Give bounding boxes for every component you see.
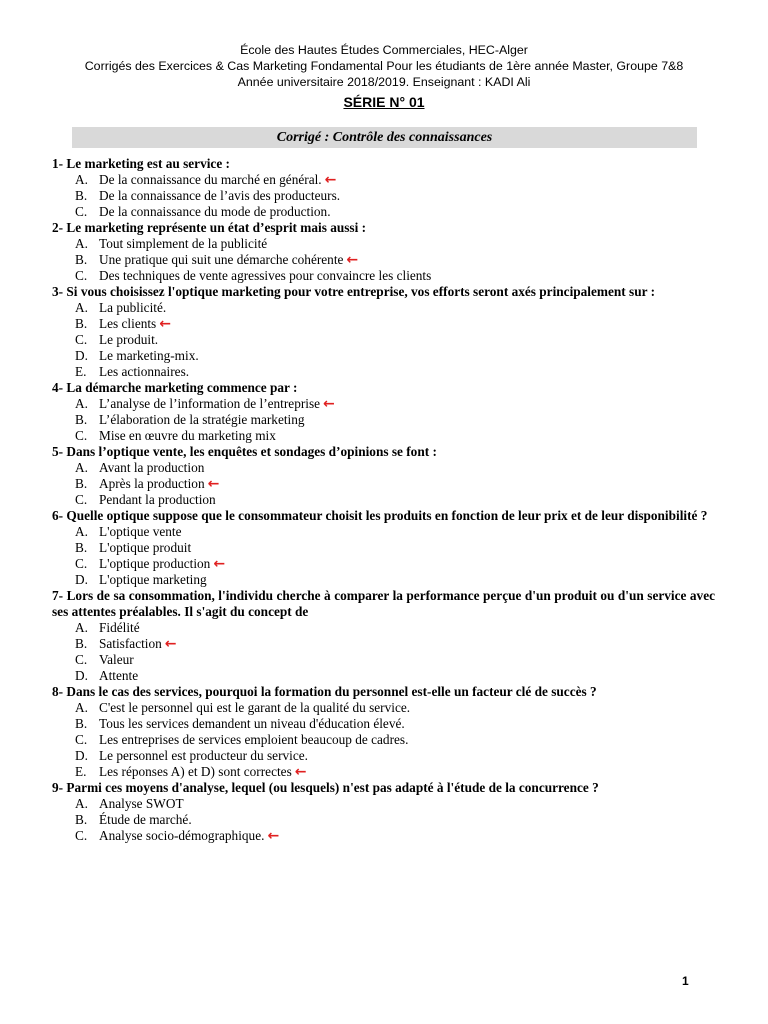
option-letter: C.: [75, 492, 88, 507]
school-name: École des Hautes Études Commerciales, HEC-Alger: [240, 43, 528, 57]
answer-option: [52, 716, 715, 732]
answer-options: [52, 396, 715, 444]
option-letter: C.: [75, 204, 88, 219]
option-text: De la connaissance du marché en général.: [99, 172, 322, 187]
question-3: 3- Si vous choisissez l'optique marketing pour votre entreprise, vos efforts seront axés principalement sur :: [52, 284, 656, 299]
answer-option: [52, 572, 715, 588]
option-text: Le produit.: [99, 332, 159, 347]
page-number: 1: [682, 974, 689, 988]
option-letter: A.: [75, 524, 88, 539]
option-text: Pendant la production: [99, 492, 216, 507]
answer-option: [52, 316, 715, 332]
answer-option: [52, 396, 715, 412]
option-letter: A.: [75, 396, 88, 411]
option-text: De la connaissance du mode de production.: [99, 204, 331, 219]
option-text: Une pratique qui suit une démarche cohérente: [99, 252, 344, 267]
option-text: Étude de marché.: [99, 812, 192, 827]
option-text: L'optique marketing: [99, 572, 207, 587]
option-letter: A.: [75, 796, 88, 811]
answer-options: [52, 172, 715, 220]
option-text: Mise en œuvre du marketing mix: [99, 428, 276, 443]
answer-option: [52, 764, 715, 780]
answer-option: [52, 492, 715, 508]
answer-option: [52, 652, 715, 668]
option-text: Les réponses A) et D) sont correctes: [99, 764, 292, 779]
answer-option: [52, 332, 715, 348]
option-letter: C.: [75, 732, 88, 747]
answer-option: [52, 700, 715, 716]
answer-option: [52, 348, 715, 364]
option-letter: C.: [75, 332, 88, 347]
option-text: Le personnel est producteur du service.: [99, 748, 308, 763]
answer-option: [52, 268, 715, 284]
correct-answer-left-arrow-icon: ←: [164, 636, 177, 652]
option-text: L’élaboration de la stratégie marketing: [99, 412, 305, 427]
option-text: Le marketing-mix.: [99, 348, 199, 363]
option-letter: A.: [75, 700, 88, 715]
option-text: La publicité.: [99, 300, 167, 315]
option-text: L'optique vente: [99, 524, 182, 539]
option-text: L'optique produit: [99, 540, 192, 555]
answer-option: [52, 748, 715, 764]
option-text: Après la production: [99, 476, 205, 491]
option-text: Tous les services demandent un niveau d'éducation élevé.: [99, 716, 405, 731]
answer-option: [52, 236, 715, 252]
answer-options: [52, 236, 715, 284]
option-letter: C.: [75, 652, 88, 667]
option-letter: C.: [75, 556, 88, 571]
option-letter: B.: [75, 476, 88, 491]
option-letter: A.: [75, 300, 88, 315]
answer-options: [52, 300, 715, 380]
option-letter: D.: [75, 348, 88, 363]
option-letter: C.: [75, 268, 88, 283]
answer-option: [52, 556, 715, 572]
answer-option: [52, 188, 715, 204]
answer-option: [52, 428, 715, 444]
question-5: 5- Dans l’optique vente, les enquêtes et sondages d’opinions se font :: [52, 444, 437, 459]
answer-option: [52, 412, 715, 428]
question-2: 2- Le marketing représente un état d’esprit mais aussi :: [52, 220, 367, 235]
option-text: De la connaissance de l’avis des producteurs.: [99, 188, 341, 203]
answer-options: [52, 620, 715, 684]
correct-answer-left-arrow-icon: ←: [346, 252, 359, 268]
option-text: Les clients: [99, 316, 157, 331]
correct-answer-left-arrow-icon: ←: [159, 316, 171, 332]
answer-option: [52, 620, 715, 636]
answer-option: [52, 524, 715, 540]
option-letter: D.: [75, 668, 88, 683]
option-letter: C.: [75, 828, 88, 843]
answer-option: [52, 732, 715, 748]
option-text: Avant la production: [99, 460, 205, 475]
question-1: 1- Le marketing est au service :: [52, 156, 230, 171]
option-text: Analyse SWOT: [99, 796, 184, 811]
option-letter: B.: [75, 252, 88, 267]
correct-answer-left-arrow-icon: ←: [207, 476, 220, 492]
option-letter: B.: [75, 188, 88, 203]
option-letter: A.: [75, 460, 88, 475]
option-letter: B.: [75, 412, 88, 427]
section-banner: Corrigé : Contrôle des connaissances: [72, 127, 697, 148]
option-text: Valeur: [99, 652, 134, 667]
option-text: Attente: [99, 668, 139, 683]
answer-option: [52, 668, 715, 684]
option-letter: A.: [75, 172, 88, 187]
answer-options: [52, 524, 715, 588]
option-text: Des techniques de vente agressives pour convaincre les clients: [99, 268, 432, 283]
option-text: Analyse socio-démographique.: [99, 828, 265, 843]
option-letter: D.: [75, 572, 88, 587]
option-letter: D.: [75, 748, 88, 763]
option-letter: A.: [75, 620, 88, 635]
answer-options: [52, 700, 715, 780]
option-letter: B.: [75, 812, 88, 827]
answer-option: [52, 636, 715, 652]
answer-option: [52, 252, 715, 268]
answer-option: [52, 812, 715, 828]
option-letter: B.: [75, 540, 88, 555]
option-text: Fidélité: [99, 620, 140, 635]
option-letter: B.: [75, 316, 88, 331]
answer-option: [52, 540, 715, 556]
option-text: Les entreprises de services emploient beaucoup de cadres.: [99, 732, 409, 747]
option-text: Satisfaction: [99, 636, 162, 651]
question-8: 8- Dans le cas des services, pourquoi la formation du personnel est-elle un facteur clé de succès ?: [52, 684, 597, 699]
questions-list: [52, 156, 715, 844]
course-title: Corrigés des Exercices & Cas Marketing Fondamental Pour les étudiants de 1ère année Master, Groupe 7&8: [84, 59, 684, 73]
document-header: [0, 42, 768, 111]
question-6: 6- Quelle optique suppose que le consommateur choisit les produits en fonction de leur prix et de leur disponibilité ?: [52, 508, 708, 523]
option-text: L'optique production: [99, 556, 211, 571]
correct-answer-left-arrow-icon: ←: [323, 396, 335, 412]
answer-option: [52, 204, 715, 220]
correct-answer-left-arrow-icon: ←: [267, 828, 280, 844]
correct-answer-left-arrow-icon: ←: [213, 556, 226, 572]
option-letter: E.: [75, 364, 87, 379]
answer-options: [52, 796, 715, 844]
answer-option: [52, 172, 715, 188]
answer-option: [52, 796, 715, 812]
correct-answer-left-arrow-icon: ←: [294, 764, 307, 780]
option-text: Tout simplement de la publicité: [99, 236, 268, 251]
academic-year: Année universitaire 2018/2019. Enseignant : KADI Ali: [237, 75, 531, 89]
answer-option: [52, 828, 715, 844]
answer-options: [52, 460, 715, 508]
correct-answer-left-arrow-icon: ←: [324, 172, 337, 188]
option-text: Les actionnaires.: [99, 364, 190, 379]
answer-option: [52, 476, 715, 492]
question-9: 9- Parmi ces moyens d'analyse, lequel (ou lesquels) n'est pas adapté à l'étude de la concurrence ?: [52, 780, 599, 795]
answer-option: [52, 364, 715, 380]
answer-option: [52, 300, 715, 316]
question-4: 4- La démarche marketing commence par :: [52, 380, 298, 395]
option-text: C'est le personnel qui est le garant de la qualité du service.: [99, 700, 411, 715]
option-text: L’analyse de l’information de l’entreprise: [99, 396, 321, 411]
option-letter: B.: [75, 636, 88, 651]
option-letter: E.: [75, 764, 87, 779]
option-letter: B.: [75, 716, 88, 731]
option-letter: A.: [75, 236, 88, 251]
question-7: 7- Lors de sa consommation, l'individu cherche à comparer la performance perçue d'un produit ou d'un service avec ses attentes préalables. Il s'agit du concept de: [52, 588, 715, 619]
answer-option: [52, 460, 715, 476]
series-title: SÉRIE N° 01: [343, 94, 425, 110]
option-letter: C.: [75, 428, 88, 443]
